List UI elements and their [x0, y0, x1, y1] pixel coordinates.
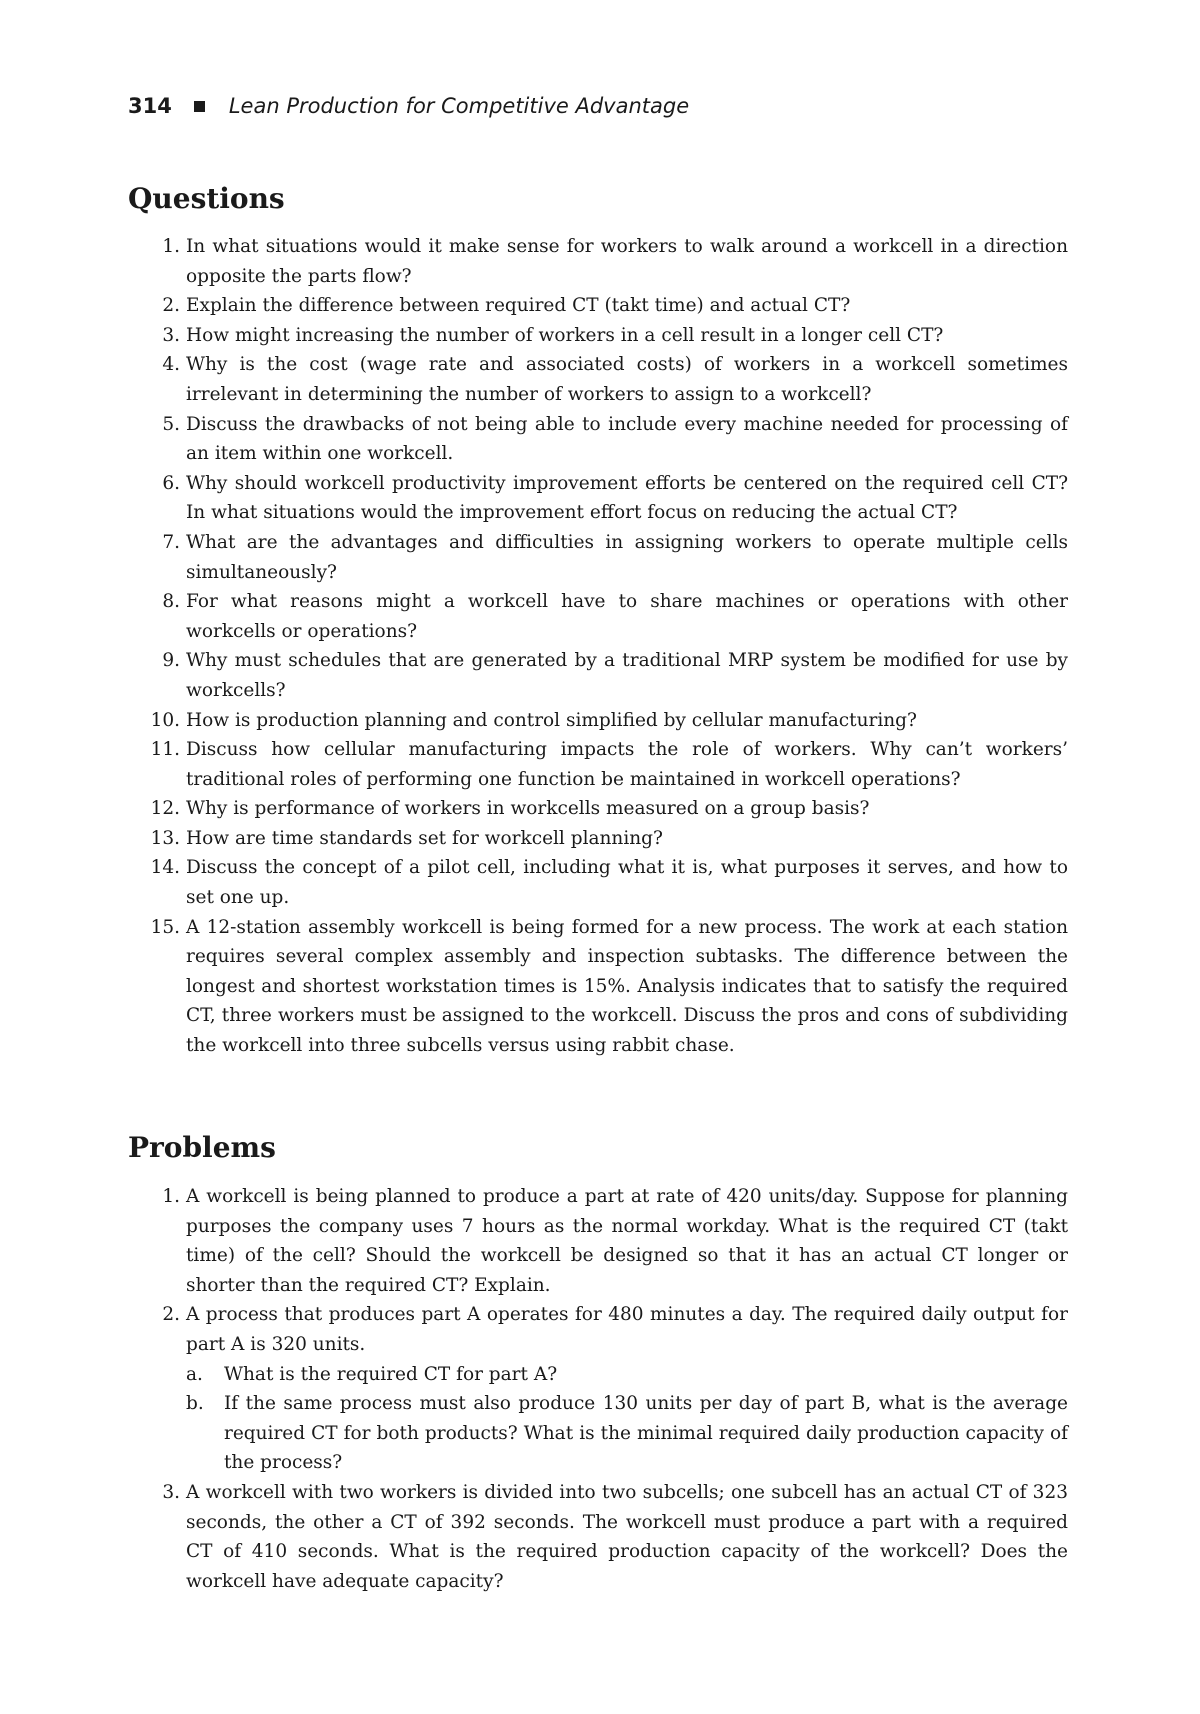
questions-list	[150, 232, 1068, 1061]
subitem-number: b.	[186, 1393, 204, 1415]
question-item	[162, 587, 1068, 646]
item-number: 9.	[162, 650, 180, 672]
subitem-text: What is the required CT for part A?	[224, 1363, 558, 1385]
item-number: 7.	[162, 531, 180, 553]
item-number: 1.	[162, 236, 180, 257]
item-text: A process that produces part A operates for 480 minutes a day. The required daily output for part A is 320 units.	[186, 1304, 1068, 1355]
page-number: 314	[128, 94, 172, 118]
problem-item	[162, 1478, 1068, 1596]
item-text: A workcell is being planned to produce a part at rate of 420 units/day. Suppose for planning purposes the company uses 7 hours as the normal workday. What is the required CT (takt time) of the cell? Should the workcell be designed so that it has an actual CT longer or shorter than the required CT? Explain.	[186, 1186, 1068, 1296]
item-text: Explain the difference between required CT (takt time) and actual CT?	[186, 295, 851, 317]
book-title: Lean Production for Competitive Advantage	[228, 94, 690, 118]
item-text: Why is the cost (wage rate and associated costs) of workers in a workcell sometimes irrelevant in determining the number of workers to assign to a workcell?	[186, 354, 1068, 405]
question-item	[162, 350, 1068, 409]
item-number: 2.	[162, 1304, 180, 1326]
question-item	[162, 469, 1068, 528]
item-number: 1.	[162, 1186, 180, 1207]
item-number: 8.	[162, 591, 180, 613]
question-item	[162, 321, 1068, 351]
question-item	[162, 410, 1068, 469]
question-item	[162, 646, 1068, 705]
item-number: 3.	[162, 1481, 180, 1503]
question-item	[150, 853, 1068, 912]
problem-item	[162, 1300, 1068, 1478]
questions-heading: Questions	[128, 182, 285, 215]
question-item	[150, 706, 1068, 736]
question-item	[150, 735, 1068, 794]
running-header	[128, 92, 689, 120]
item-number: 2.	[162, 295, 180, 317]
sub-question-list	[186, 1360, 1068, 1478]
item-text: Why must schedules that are generated by a traditional MRP system be modified for use by workcells?	[186, 650, 1068, 701]
item-text: Why should workcell productivity improvement efforts be centered on the required cell CT? In what situations would the improvement effort focus on reducing the actual CT?	[186, 472, 1068, 524]
item-number: 13.	[150, 827, 180, 849]
item-number: 3.	[162, 324, 180, 346]
item-number: 6.	[162, 472, 180, 494]
item-text: What are the advantages and difficulties in assigning workers to operate multiple cells simultaneously?	[186, 531, 1068, 583]
item-number: 10.	[150, 709, 180, 731]
problems-heading: Problems	[128, 1131, 276, 1164]
subitem-text: If the same process must also produce 130 units per day of part B, what is the average required CT for both products? What is the minimal required daily production capacity of the process?	[224, 1393, 1068, 1474]
item-number: 5.	[162, 413, 180, 435]
item-number: 15.	[150, 916, 180, 938]
question-item	[162, 232, 1068, 291]
question-item	[150, 913, 1068, 1061]
item-text: How might increasing the number of workers in a cell result in a longer cell CT?	[186, 324, 944, 346]
problem-item	[162, 1182, 1068, 1300]
problems-list	[162, 1182, 1068, 1596]
item-text: Why is performance of workers in workcells measured on a group basis?	[186, 798, 870, 820]
item-number: 14.	[150, 857, 180, 879]
item-text: A workcell with two workers is divided into two subcells; one subcell has an actual CT of 323 seconds, the other a CT of 392 seconds. The workcell must produce a part with a required CT of 410 seconds. What is the required production capacity of the workcell? Does the workcell have adequate capacity?	[186, 1481, 1068, 1592]
item-number: 4.	[162, 354, 180, 376]
question-item	[162, 291, 1068, 321]
sub-question-item	[186, 1360, 1068, 1390]
item-text: Discuss the concept of a pilot cell, including what it is, what purposes it serves, and how to set one up.	[186, 857, 1068, 909]
item-text: How are time standards set for workcell planning?	[186, 827, 663, 849]
item-text: A 12-station assembly workcell is being formed for a new process. The work at each station requires several complex assembly and inspection subtasks. The difference between the longest and shortest workstation times is 15%. Analysis indicates that to satisfy the required CT, three workers must be assigned to the workcell. Discuss the pros and cons of subdividing the workcell into three subcells versus using rabbit chase.	[186, 916, 1068, 1057]
question-item	[162, 528, 1068, 587]
question-item	[150, 824, 1068, 854]
item-text: In what situations would it make sense for workers to walk around a workcell in a direction opposite the parts flow?	[186, 236, 1068, 287]
sub-question-item	[186, 1389, 1068, 1478]
item-text: How is production planning and control simplified by cellular manufacturing?	[186, 709, 917, 731]
item-text: Discuss how cellular manufacturing impacts the role of workers. Why can’t workers’ traditional roles of performing one function be maintained in workcell operations?	[186, 739, 1068, 790]
item-number: 11.	[150, 739, 180, 761]
subitem-number: a.	[186, 1363, 203, 1385]
question-item	[150, 794, 1068, 824]
item-number: 12.	[150, 798, 180, 820]
item-text: Discuss the drawbacks of not being able to include every machine needed for processing of an item within one workcell.	[186, 413, 1068, 465]
header-bullet-icon	[194, 101, 205, 112]
item-text: For what reasons might a workcell have to share machines or operations with other workcells or operations?	[186, 591, 1068, 642]
